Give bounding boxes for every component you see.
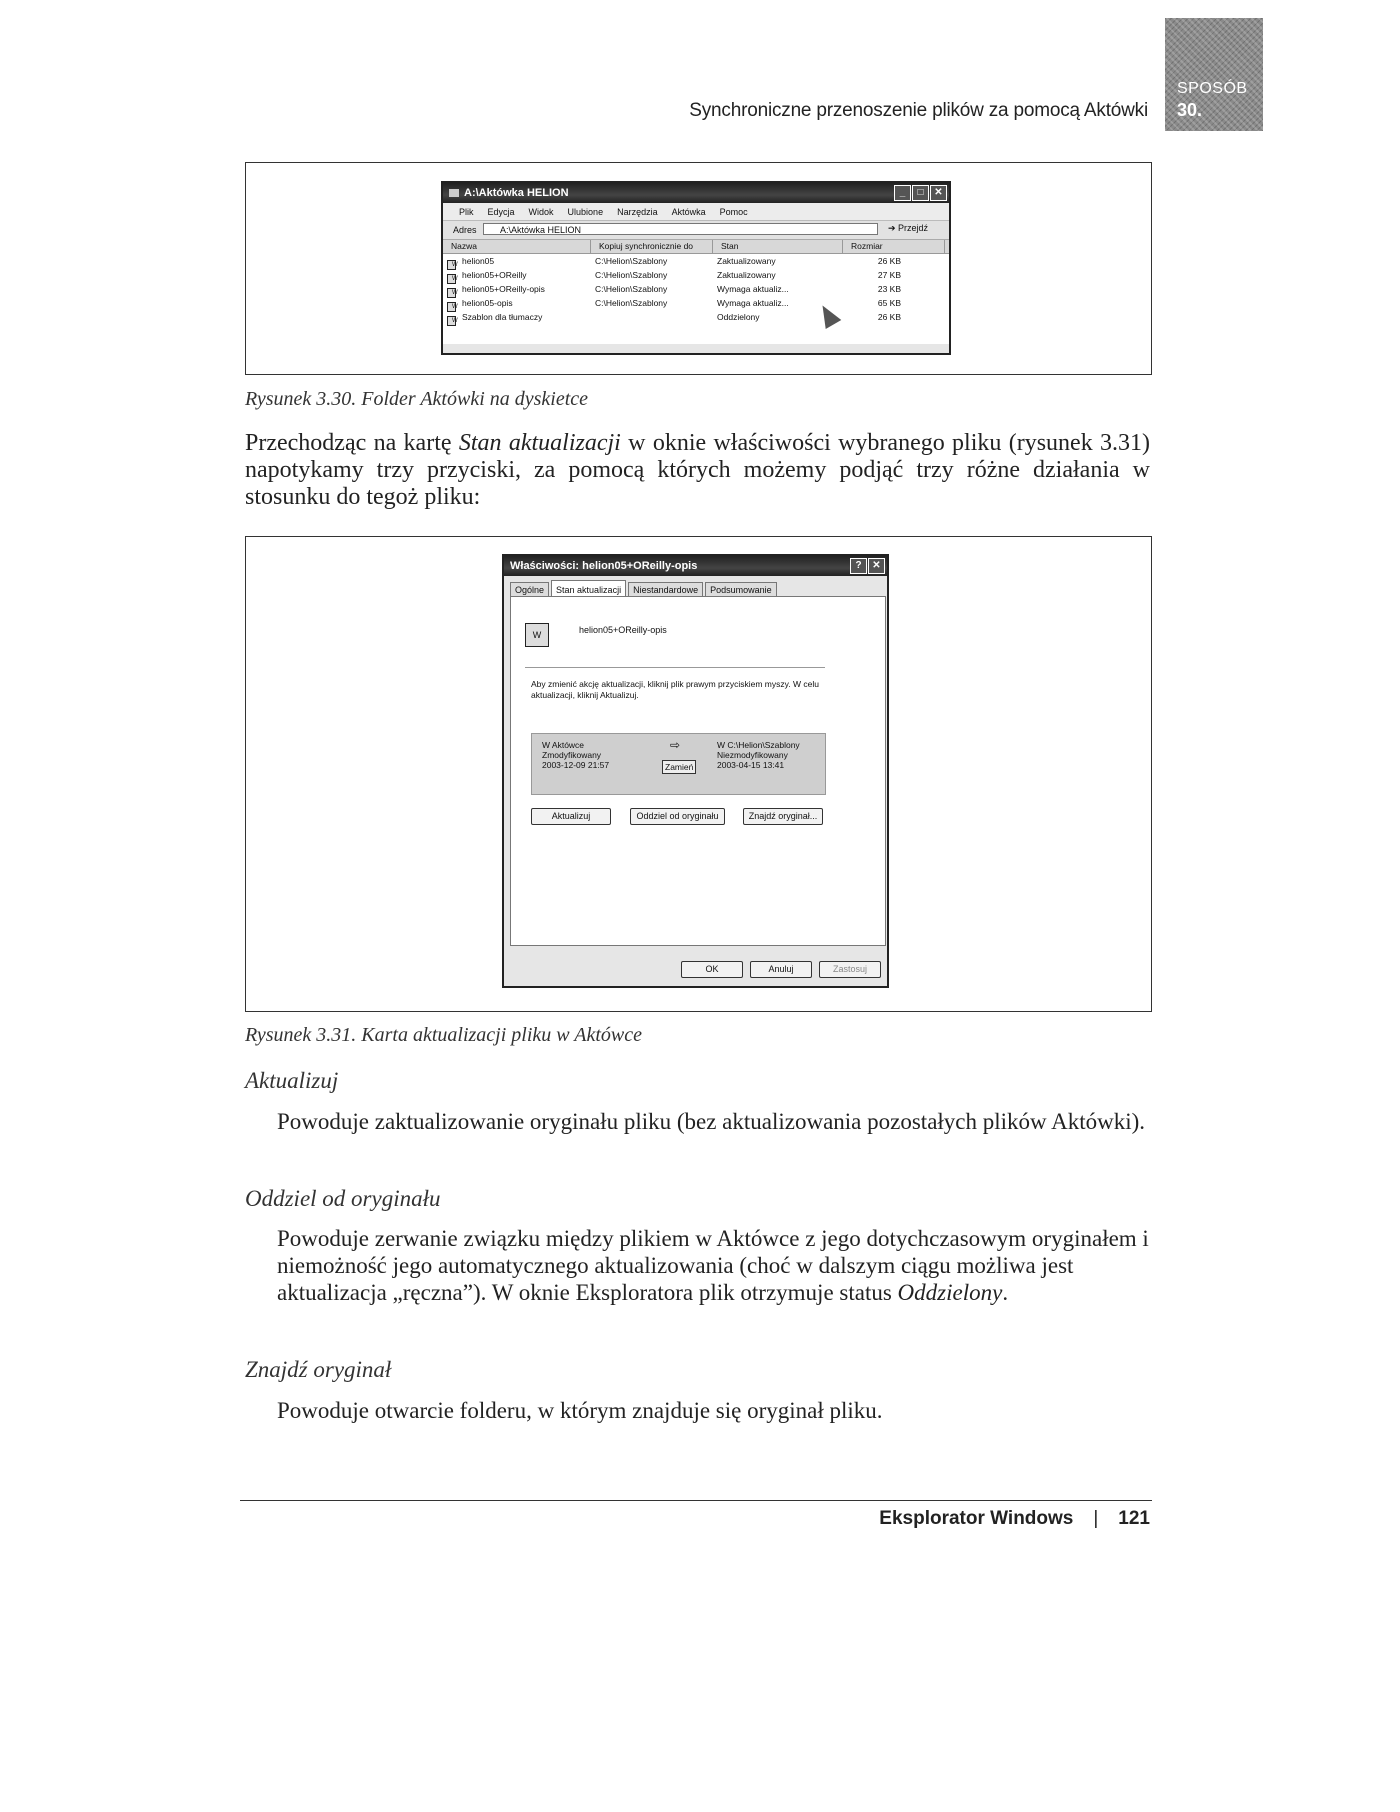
page-number: 121 [1118, 1508, 1150, 1529]
desc-aktualizuj-text: Powoduje zaktualizowanie oryginału pliku (bez aktualizowania pozostałych plików Aktówki). [277, 1109, 1146, 1134]
ok-button[interactable]: OK [681, 961, 743, 978]
sync-status-box [531, 733, 826, 795]
menu-edycja[interactable]: Edycja [487, 206, 515, 217]
panel-file-name: helion05+OReilly-opis [579, 625, 667, 635]
dialog-tabs [504, 576, 887, 597]
running-header: Synchroniczne przenoszenie plików za pomocą Aktówki [689, 100, 1148, 121]
menu-narzedzia[interactable]: Narzędzia [617, 206, 658, 217]
term-znajdz: Znajdź oryginał [245, 1357, 392, 1382]
find-original-button[interactable]: Znajdź oryginał... [743, 808, 823, 825]
list-header [443, 240, 949, 254]
document-icon: W [447, 302, 456, 312]
footer-separator: | [1093, 1508, 1099, 1529]
address-label: Adres [453, 225, 477, 235]
menu-pomoc[interactable]: Pomoc [719, 206, 748, 217]
go-button[interactable]: ➔ Przejdź [888, 223, 929, 233]
close-icon[interactable]: ✕ [930, 185, 947, 201]
footer-rule [240, 1500, 1152, 1501]
tab-panel [510, 596, 886, 946]
term-aktualizuj: Aktualizuj [245, 1068, 339, 1093]
page-footer [879, 1508, 1150, 1530]
menu-widok[interactable]: Widok [528, 206, 554, 217]
arrow-right-icon: ⇨ [670, 738, 681, 752]
badge-label: SPOSÓB [1177, 80, 1248, 97]
tab-stan-aktualizacji[interactable]: Stan aktualizacji [551, 580, 626, 597]
menu-ulubione[interactable]: Ulubione [567, 206, 604, 217]
column-name[interactable]: Nazwa [443, 240, 591, 253]
file-status: Wymaga aktualiz... [717, 298, 789, 308]
file-name: Szablon dla tłumaczy [462, 312, 543, 322]
menu-plik[interactable]: Plik [459, 206, 474, 217]
document-icon: W [447, 316, 456, 326]
explorer-menubar [443, 203, 949, 221]
go-label: Przejdź [898, 223, 929, 233]
right-date: 2003-04-15 13:41 [717, 760, 785, 770]
tab-podsumowanie[interactable]: Podsumowanie [705, 582, 777, 597]
file-name: helion05 [462, 256, 495, 266]
badge-number: 30. [1177, 100, 1203, 120]
minimize-icon[interactable]: _ [894, 185, 911, 201]
file-size: 65 KB [877, 298, 901, 308]
left-date: 2003-12-09 21:57 [542, 760, 610, 770]
file-size: 26 KB [877, 312, 901, 322]
tab-ogolne[interactable]: Ogólne [510, 582, 549, 597]
desc-aktualizuj [277, 1108, 1152, 1135]
file-sync: C:\Helion\Szablony [595, 284, 668, 294]
address-input[interactable]: A:\Aktówka HELION [483, 223, 878, 235]
right-location: W C:\Helion\Szablony [717, 740, 800, 750]
dialog-titlebar [504, 556, 887, 576]
file-status: Zaktualizowany [717, 256, 776, 266]
figure-frame-2 [245, 536, 1152, 1012]
explorer-title: A:\Aktówka HELION [464, 187, 569, 199]
file-name: helion05+OReilly [462, 270, 527, 280]
desc-znajdz [277, 1397, 1152, 1424]
table-row[interactable] [443, 254, 949, 268]
file-name: helion05+OReilly-opis [462, 284, 545, 294]
file-size: 23 KB [877, 284, 901, 294]
document-icon: W [525, 623, 549, 647]
file-name: helion05-opis [462, 298, 513, 308]
table-row[interactable] [443, 268, 949, 282]
file-size: 26 KB [877, 256, 901, 266]
maximize-icon[interactable]: □ [912, 185, 929, 201]
file-sync: C:\Helion\Szablony [595, 256, 668, 266]
file-size: 27 KB [877, 270, 901, 280]
panel-divider [525, 667, 825, 668]
cancel-button[interactable]: Anuluj [750, 961, 812, 978]
replace-button[interactable]: Zamień [662, 760, 696, 774]
intro-text-start: Przechodząc na kartę [245, 430, 459, 456]
explorer-titlebar [443, 183, 949, 203]
desc-oddziel-text: Powoduje zerwanie związku między plikiem w Aktówce z jego dotychczasowym oryginałem i niemożność jego automatycznego aktualizowania (choć w dalszym ciągu możliwa jest aktualizacja „ręczna”). W oknie Eksploratora plik otrzymuje status [277, 1226, 1149, 1305]
file-status: Zaktualizowany [717, 270, 776, 280]
apply-button[interactable]: Zastosuj [819, 961, 881, 978]
close-icon[interactable]: ✕ [868, 558, 885, 574]
address-bar [443, 221, 949, 240]
column-status[interactable]: Stan [713, 240, 843, 253]
table-row[interactable] [443, 310, 949, 324]
help-icon[interactable]: ? [850, 558, 867, 574]
tab-niestandardowe[interactable]: Niestandardowe [628, 582, 703, 597]
desc-znajdz-text: Powoduje otwarcie folderu, w którym znajduje się oryginał pliku. [277, 1398, 883, 1423]
left-location: W Aktówce [542, 740, 585, 750]
file-sync: C:\Helion\Szablony [595, 298, 668, 308]
file-sync [591, 310, 713, 324]
properties-dialog [502, 554, 889, 988]
intro-text-end: w oknie właściwości wybranego pliku (rysunek 3.31) napotykamy trzy przyciski, za pomocą których możemy podjąć trzy różne działania w stosunku do tegoż pliku: [245, 430, 1151, 510]
document-icon: W [447, 260, 456, 270]
left-state: Zmodyfikowany [542, 750, 602, 760]
table-row[interactable] [443, 282, 949, 296]
document-icon: W [447, 274, 456, 284]
term-oddziel: Oddziel od oryginału [245, 1186, 441, 1211]
update-button[interactable]: Aktualizuj [531, 808, 611, 825]
intro-italic: Stan aktualizacji [458, 430, 621, 456]
figure-caption-1: Rysunek 3.30. Folder Aktówki na dyskietce [245, 388, 589, 410]
right-state: Niezmodyfikowany [717, 750, 788, 760]
file-status: Oddzielony [717, 312, 760, 322]
explorer-window [441, 181, 951, 355]
dialog-title: Właściwości: helion05+OReilly-opis [510, 560, 698, 572]
footer-chapter: Eksplorator Windows [879, 1508, 1074, 1529]
document-icon: W [447, 288, 456, 298]
file-list [443, 254, 949, 344]
table-row[interactable] [443, 296, 949, 310]
separate-button[interactable]: Oddziel od oryginału [630, 808, 725, 825]
desc-oddziel-italic: Oddzielony [897, 1280, 1003, 1305]
briefcase-icon [449, 189, 459, 197]
figure-caption-2: Rysunek 3.31. Karta aktualizacji pliku w Aktówce [245, 1024, 642, 1046]
intro-paragraph [245, 430, 1150, 511]
desc-oddziel: Powoduje zerwanie związku między plikiem w Aktówce z jego dotychczasowym oryginałem i niemożność jego automatycznego aktualizowania (choć w dalszym ciągu możliwa jest aktualizacja „ręczna”). W oknie Eksploratora plik otrzymuje status Oddzielony. [277, 1226, 1149, 1305]
figure-frame-1 [245, 162, 1152, 375]
menu-aktowka[interactable]: Aktówka [671, 206, 706, 217]
column-size[interactable]: Rozmiar [843, 240, 945, 253]
file-status: Wymaga aktualiz... [717, 284, 789, 294]
file-sync: C:\Helion\Szablony [595, 270, 668, 280]
section-badge [1165, 18, 1263, 131]
panel-instructions: Aby zmienić akcję aktualizacji, kliknij plik prawym przyciskiem myszy. W celu aktualizacji, kliknij Aktualizuj. [531, 679, 819, 700]
column-sync[interactable]: Kopiuj synchronicznie do [591, 240, 713, 253]
